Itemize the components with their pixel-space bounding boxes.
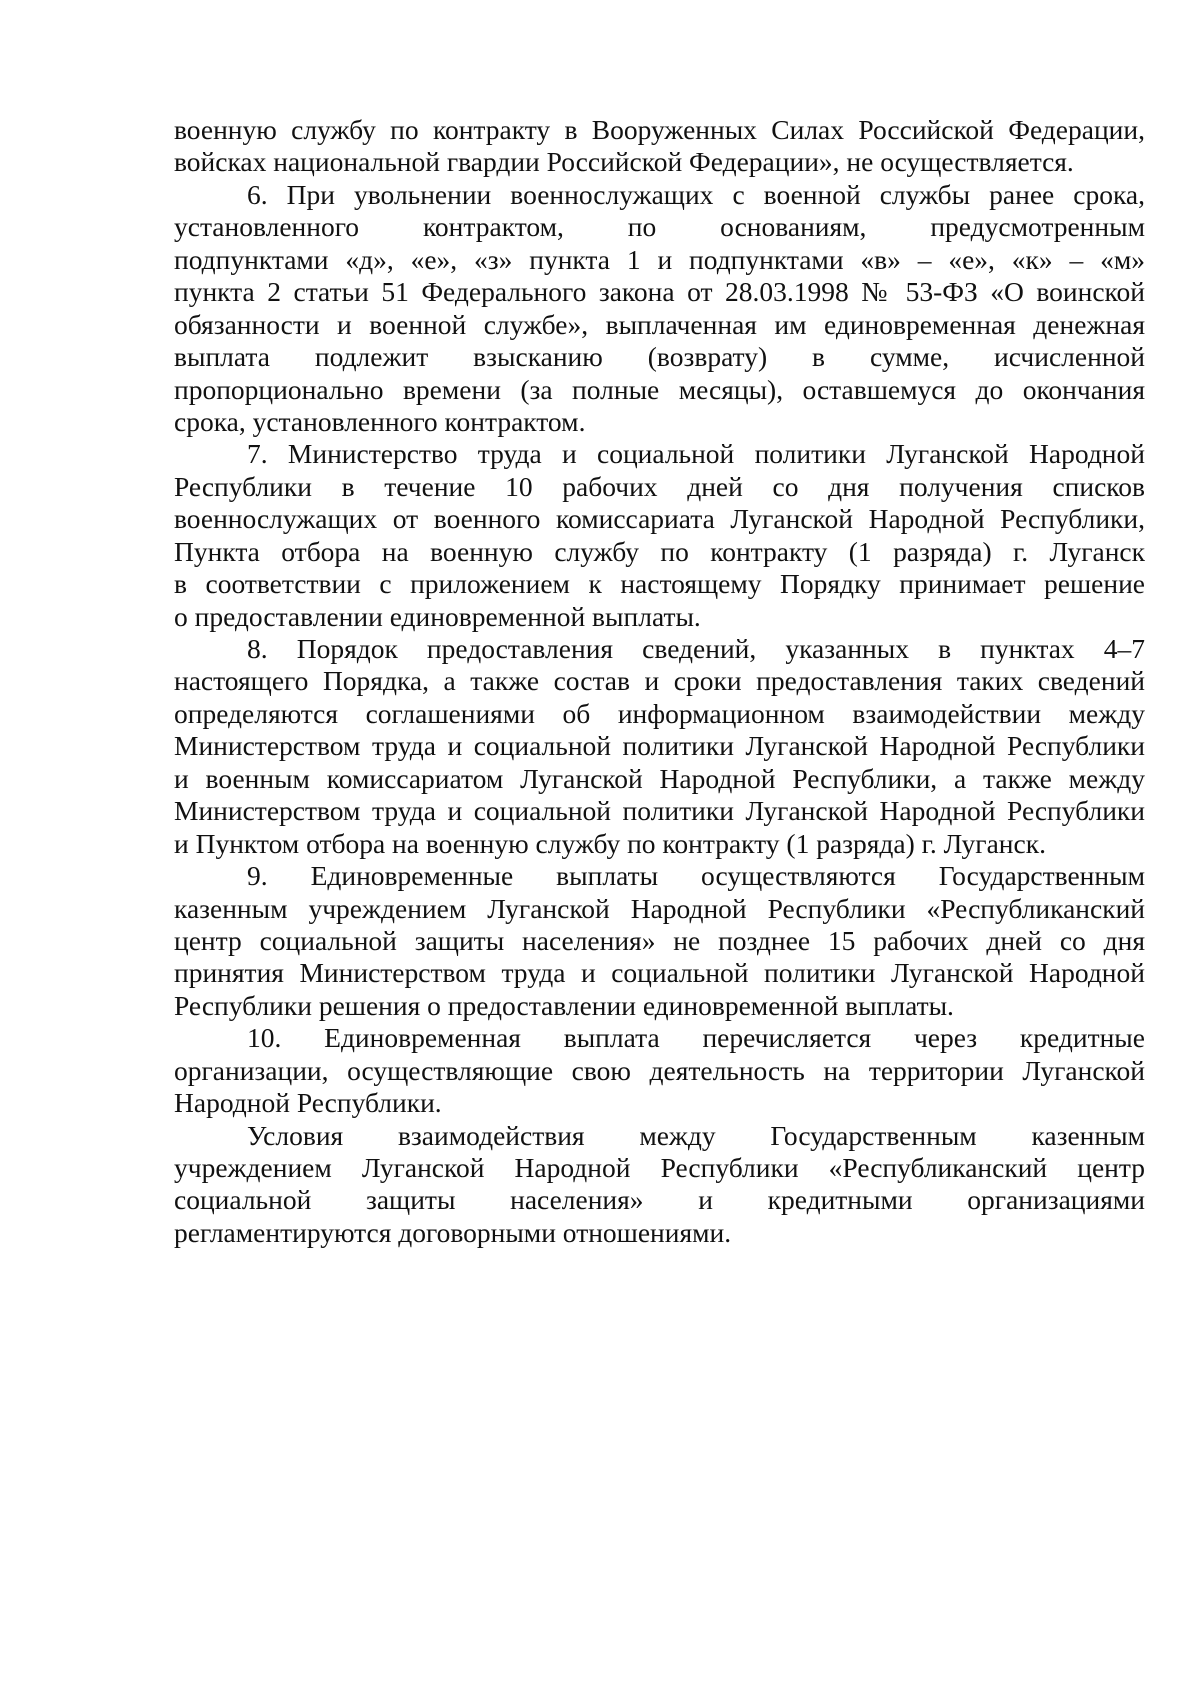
document-body <box>174 114 1145 1249</box>
text-line: и Пунктом отбора на военную службу по контракту (1 разряда) г. Луганск. <box>174 827 1046 859</box>
text-line: Республики в течение 10 рабочих дней со дня получения списков <box>174 470 1145 502</box>
text-line: пропорционально времени (за полные месяцы), оставшемуся до окончания <box>174 373 1145 405</box>
text-line: 9. Единовременные выплаты осуществляются Государственным <box>247 860 1145 892</box>
paragraph-conditions <box>174 1120 1145 1250</box>
text-line: казенным учреждением Луганской Народной Республики «Республиканский <box>174 892 1145 924</box>
text-line: в соответствии с приложением к настоящему Порядку принимает решение <box>174 568 1145 600</box>
text-line: Пункта отбора на военную службу по контракту (1 разряда) г. Луганск <box>174 535 1145 567</box>
paragraph-item-10 <box>174 1022 1145 1119</box>
text-line: центр социальной защиты населения» не позднее 15 рабочих дней со дня <box>174 924 1145 956</box>
paragraph-item-6 <box>174 179 1145 439</box>
paragraph-item-7 <box>174 438 1145 633</box>
text-line: 10. Единовременная выплата перечисляется через кредитные <box>247 1022 1145 1054</box>
text-line: пункта 2 статьи 51 Федерального закона от 28.03.1998 № 53-ФЗ «О воинской <box>174 276 1145 308</box>
text-line: обязанности и военной службе», выплаченная им единовременная денежная <box>174 308 1145 340</box>
text-line: Условия взаимодействия между Государственным казенным <box>247 1119 1145 1151</box>
paragraph-item-8 <box>174 633 1145 860</box>
text-line: установленного контрактом, по основаниям, предусмотренным <box>174 211 1145 243</box>
text-line: военную службу по контракту в Вооруженных Силах Российской Федерации, <box>174 114 1145 145</box>
text-line: Народной Республики. <box>174 1087 442 1119</box>
text-line: срока, установленного контрактом. <box>174 405 586 437</box>
text-line: выплата подлежит взысканию (возврату) в сумме, исчисленной <box>174 341 1145 373</box>
text-line: 6. При увольнении военнослужащих с военной службы ранее срока, <box>247 178 1145 210</box>
text-line: войсках национальной гвардии Российской Федерации», не осуществляется. <box>174 146 1074 178</box>
text-line: регламентируются договорными отношениями. <box>174 1216 732 1248</box>
paragraph-item-9 <box>174 860 1145 1022</box>
text-line: Министерством труда и социальной политики Луганской Народной Республики <box>174 730 1145 762</box>
text-line: Министерством труда и социальной политики Луганской Народной Республики <box>174 795 1145 827</box>
text-line: учреждением Луганской Народной Республики «Республиканский центр <box>174 1152 1145 1183</box>
text-line: организации, осуществляющие свою деятельность на территории Луганской <box>174 1054 1145 1086</box>
text-line: Республики решения о предоставлении единовременной выплаты. <box>174 989 954 1021</box>
text-line: 8. Порядок предоставления сведений, указанных в пунктах 4–7 <box>247 633 1145 664</box>
text-line: военнослужащих от военного комиссариата Луганской Народной Республики, <box>174 503 1145 535</box>
paragraph-continuation <box>174 114 1145 179</box>
text-line: о предоставлении единовременной выплаты. <box>174 600 701 632</box>
text-line: настоящего Порядка, а также состав и сроки предоставления таких сведений <box>174 665 1145 697</box>
text-line: 7. Министерство труда и социальной политики Луганской Народной <box>247 438 1145 470</box>
text-line: и военным комиссариатом Луганской Народной Республики, а также между <box>174 762 1145 794</box>
text-line: подпунктами «д», «е», «з» пункта 1 и подпунктами «в» – «е», «к» – «м» <box>174 243 1145 275</box>
text-line: принятия Министерством труда и социальной политики Луганской Народной <box>174 957 1145 989</box>
text-line: социальной защиты населения» и кредитными организациями <box>174 1184 1145 1216</box>
text-line: определяются соглашениями об информационном взаимодействии между <box>174 697 1145 729</box>
